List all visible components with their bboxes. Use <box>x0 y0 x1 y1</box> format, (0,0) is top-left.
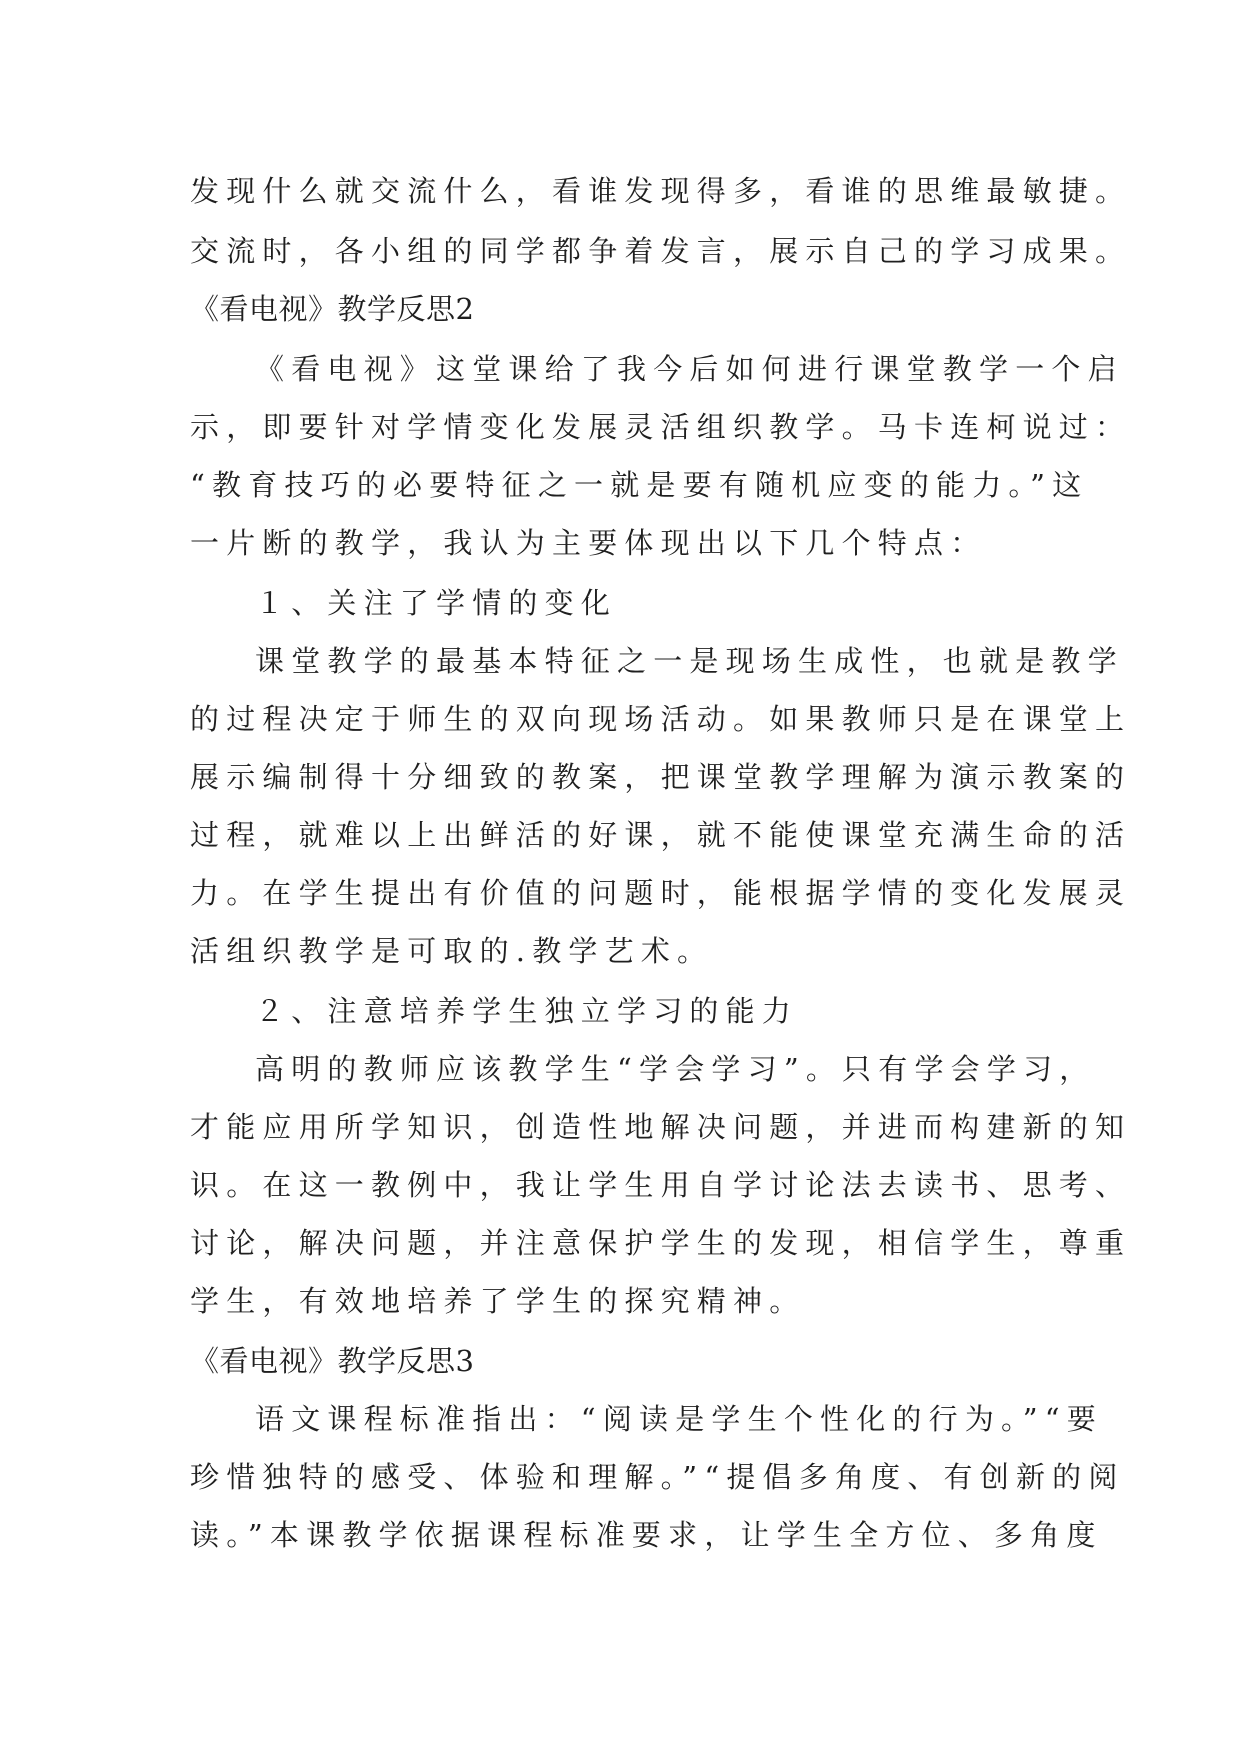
list-item-heading: ２、注意培养学生独立学习的能力 <box>255 994 799 1028</box>
paragraph-line: 的过程决定于师生的双向现场活动。如果教师只是在课堂上 <box>190 702 1132 736</box>
paragraph-line: 交流时，各小组的同学都争着发言，展示自己的学习成果。 <box>190 234 1132 268</box>
section-heading: 《看电视》教学反思2 <box>190 292 475 326</box>
paragraph-line: 力。在学生提出有价值的问题时，能根据学情的变化发展灵 <box>190 876 1132 910</box>
paragraph-line: 学生，有效地培养了学生的探究精神。 <box>190 1284 806 1318</box>
paragraph-line: 《看电视》这堂课给了我今后如何进行课堂教学一个启 <box>255 352 1124 386</box>
section-heading: 《看电视》教学反思3 <box>190 1344 475 1378</box>
paragraph-line: 课堂教学的最基本特征之一是现场生成性，也就是教学 <box>255 644 1124 678</box>
paragraph-line: 读。”本课教学依据课程标准要求，让学生全方位、多角度 <box>190 1518 1103 1552</box>
paragraph-line: 语文课程标准指出：“阅读是学生个性化的行为。”“要 <box>255 1402 1103 1436</box>
list-item-heading: １、关注了学情的变化 <box>255 586 618 620</box>
paragraph-line: “教育技巧的必要特征之一就是要有随机应变的能力。”这 <box>190 468 1089 502</box>
paragraph-line: 示，即要针对学情变化发展灵活组织教学。马卡连柯说过： <box>190 410 1132 444</box>
paragraph-line: 展示编制得十分细致的教案，把课堂教学理解为演示教案的 <box>190 760 1132 794</box>
paragraph-line: 讨论，解决问题，并注意保护学生的发现，相信学生，尊重 <box>190 1226 1132 1260</box>
paragraph-line: 珍惜独特的感受、体验和理解。”“提倡多角度、有创新的阅 <box>190 1460 1125 1494</box>
paragraph-line: 发现什么就交流什么，看谁发现得多，看谁的思维最敏捷。 <box>190 174 1132 208</box>
paragraph-line: 识。在这一教例中，我让学生用自学讨论法去读书、思考、 <box>190 1168 1132 1202</box>
paragraph-line: 高明的教师应该教学生“学会学习”。只有学会学习， <box>255 1052 1096 1086</box>
paragraph-line: 过程，就难以上出鲜活的好课，就不能使课堂充满生命的活 <box>190 818 1132 852</box>
paragraph-line: 才能应用所学知识，创造性地解决问题，并进而构建新的知 <box>190 1110 1132 1144</box>
paragraph-line: 一片断的教学，我认为主要体现出以下几个特点： <box>190 526 987 560</box>
paragraph-line: 活组织教学是可取的.教学艺术。 <box>190 934 714 968</box>
